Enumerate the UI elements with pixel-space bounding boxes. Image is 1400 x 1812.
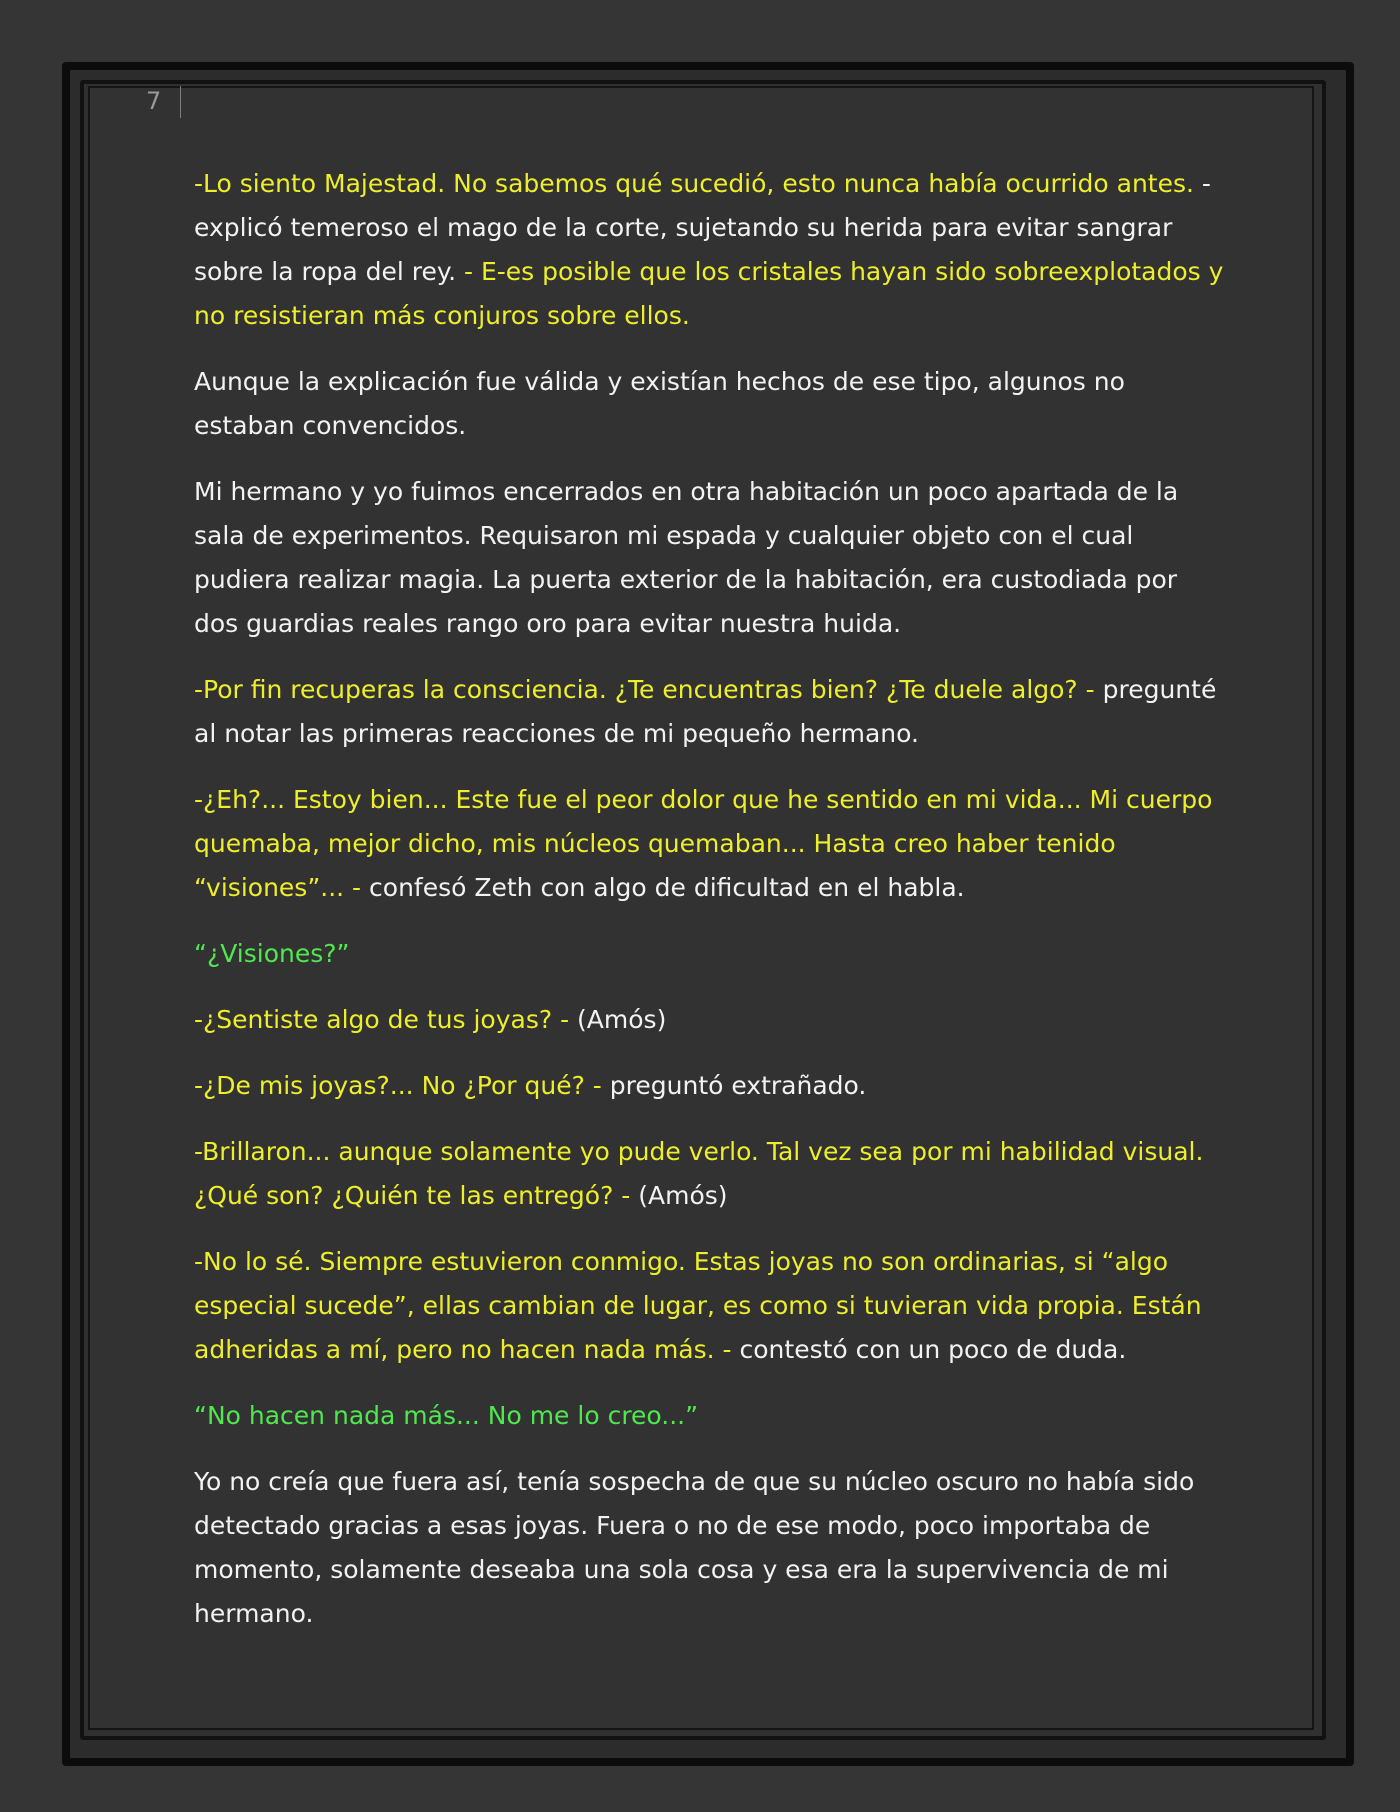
page-number: 7	[146, 87, 162, 115]
dialogue-text: -¿De mis joyas?... No ¿Por qué? -	[194, 1071, 602, 1100]
paragraph-12	[194, 1460, 1224, 1636]
dialogue-text: -Lo siento Majestad. No sabemos qué sucedió, esto nunca había ocurrido antes.	[194, 169, 1194, 198]
paragraph-10	[194, 1240, 1224, 1372]
dialogue-text: -Por fin recuperas la consciencia. ¿Te encuentras bien? ¿Te duele algo? -	[194, 675, 1095, 704]
page-body	[194, 162, 1224, 1658]
narration-text: (Amós)	[569, 1005, 667, 1034]
narration-text: (Amós)	[630, 1181, 728, 1210]
paragraph-8	[194, 1064, 1224, 1108]
dialogue-text: - E-es posible que los cristales hayan sido sobreexplotados y no resistieran más conjuros sobre ellos.	[194, 257, 1224, 330]
paragraph-9	[194, 1130, 1224, 1218]
narration-text: confesó Zeth con algo de dificultad en el habla.	[361, 873, 965, 902]
dialogue-text: -Brillaron... aunque solamente yo pude verlo. Tal vez sea por mi habilidad visual. ¿Qué son? ¿Quién te las entregó? -	[194, 1137, 1204, 1210]
paragraph-3	[194, 470, 1224, 646]
paragraph-6	[194, 932, 1224, 976]
narration-text: - explicó temeroso el mago de la corte, sujetando su herida para evitar sangrar sobre la ropa del rey.	[194, 169, 1211, 286]
dialogue-text: -¿Sentiste algo de tus joyas? -	[194, 1005, 570, 1034]
thought-text: “No hacen nada más... No me lo creo...”	[194, 1401, 699, 1430]
paragraph-11	[194, 1394, 1224, 1438]
narration-text: Mi hermano y yo fuimos encerrados en otra habitación un poco apartada de la sala de experimentos. Requisaron mi espada y cualquier objeto con el cual pudiera realizar magia. La puerta exterior de la habitación, era custodiada por dos guardias reales rango oro para evitar nuestra huida.	[194, 477, 1179, 638]
paragraph-5	[194, 778, 1224, 910]
dialogue-text: -No lo sé. Siempre estuvieron conmigo. Estas joyas no son ordinarias, si “algo especial sucede”, ellas cambian de lugar, es como si tuvieran vida propia. Están adheridas a mí, pero no hacen nada más. -	[194, 1247, 1202, 1364]
narration-text: pregunté al notar las primeras reacciones de mi pequeño hermano.	[194, 675, 1217, 748]
paragraph-1	[194, 162, 1224, 338]
narration-text: contestó con un poco de duda.	[731, 1335, 1127, 1364]
narration-text: Aunque la explicación fue válida y existían hechos de ese tipo, algunos no estaban convencidos.	[194, 367, 1125, 440]
paragraph-2	[194, 360, 1224, 448]
paragraph-7	[194, 998, 1224, 1042]
dialogue-text: -¿Eh?... Estoy bien... Este fue el peor dolor que he sentido en mi vida... Mi cuerpo quemaba, mejor dicho, mis núcleos quemaban... Hasta creo haber tenido “visiones”... -	[194, 785, 1213, 902]
narration-text: preguntó extrañado.	[601, 1071, 867, 1100]
thought-text: “¿Visiones?”	[194, 939, 350, 968]
page-number-divider	[180, 86, 181, 118]
narration-text: Yo no creía que fuera así, tenía sospecha de que su núcleo oscuro no había sido detectado gracias a esas joyas. Fuera o no de ese modo, poco importaba de momento, solamente deseaba una sola cosa y esa era la supervivencia de mi hermano.	[194, 1467, 1195, 1628]
paragraph-4	[194, 668, 1224, 756]
